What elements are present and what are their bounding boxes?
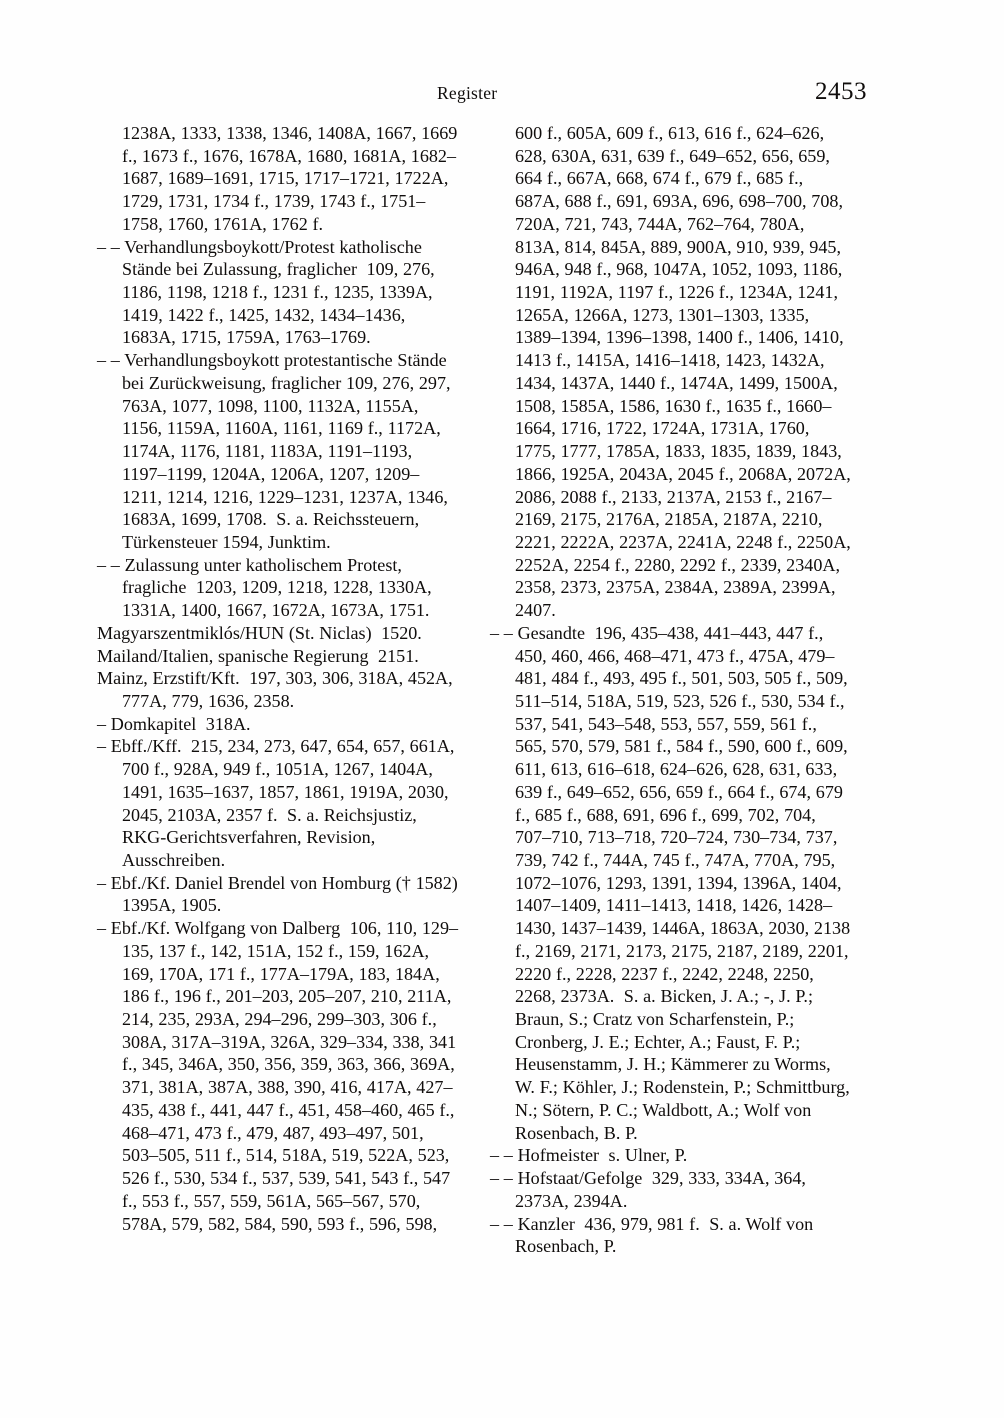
entry-level-marker: – [97,872,111,893]
index-entry [97,667,459,712]
index-entry [97,735,459,871]
entry-text: Ebff./Kff. 215, 234, 273, 647, 654, 657, 661A, 700 f., 928A, 949 f., 1051A, 1267, 1404A, 1491, 1635–1637, 1857, 1861, 1919A, 2030, 2045, 2103A, 2357 f. S. a. Reichsjustiz, RKG-Gerichtsverfahren, Revision, Ausschreiben. [110,736,460,870]
entry-level-marker: – [97,713,111,734]
entry-level-marker: – – [490,1145,518,1166]
index-column-right [490,122,856,1258]
running-head-title: Register [437,83,498,103]
entry-text: Kanzler 436, 979, 981 f. S. a. Wolf von Rosenbach, P. [515,1213,818,1257]
index-entry [97,917,459,1235]
index-entry [490,1144,852,1167]
entry-text: Hofstaat/Gefolge 329, 333, 334A, 364, 2373A, 2394A. [515,1168,811,1211]
entry-text: Ebf./Kf. Wolfgang von Dalberg 106, 110, 129–135, 137 f., 142, 151A, 152 f., 159, 162A, 169, 170A, 171 f., 177A–179A, 183, 184A, 186 f., 196 f., 201–203, 205–207, 210, 211A, 214, 235, 293A, 294–296, 299–303, 306 f., 308A, 317A–319A, 326A, 329–334, 338, 341 f., 345, 346A, 350, 356, 359, 363, 366, 369A, 371, 381A, 387A, 388, 390, 416, 417A, 427–435, 438 f., 441, 447 f., 451, 458–460, 465 f., 468–471, 473 f., 479, 487, 493–497, 501, 503–505, 511 f., 514, 518A, 519, 522A, 523, 526 f., 530, 534 f., 537, 539, 541, 543 f., 547 f., 553 f., 557, 559, 561A, 565–567, 570, 578A, 579, 582, 584, 590, 593 f., 596, 598, [110,918,461,1234]
index-entry [97,349,459,553]
index-entry [490,122,856,622]
entry-level-marker: – [97,918,111,939]
index-entry [97,554,459,622]
page-number: 2453 [814,78,867,105]
running-head [97,78,867,108]
index-entry [97,122,463,236]
index-entry [97,622,459,645]
entry-level-marker: – – [97,350,125,371]
entry-level-marker: – – [490,622,518,643]
entry-text: Verhandlungsboykott protestantische Stände bei Zurückweisung, fraglicher 109, 276, 297, 763A, 1077, 1098, 1100, 1132A, 1155A, 1156, 1159A, 1160A, 1161, 1169 f., 1172A, 1174A, 1176, 1181, 1183A, 1191–1193, 1197–1199, 1204A, 1206A, 1207, 1209–1211, 1214, 1216, 1229–1231, 1237A, 1346, 1683A, 1699, 1708. S. a. Reichssteuern, Türkensteuer 1594, Junktim. [122,350,456,552]
entry-text: 1238A, 1333, 1338, 1346, 1408A, 1667, 1669 f., 1673 f., 1676, 1678A, 1680, 1681A, 1682–1687, 1689–1691, 1715, 1717–1721, 1722A, 1729, 1731, 1734 f., 1739, 1743 f., 1751–1758, 1760, 1761A, 1762 f. [122,123,463,234]
index-entry [490,1213,852,1258]
entry-text: Mainz, Erzstift/Kft. 197, 303, 306, 318A, 452A, 777A, 779, 1636, 2358. [97,668,458,711]
entry-text: Hofmeister s. Ulner, P. [517,1145,688,1166]
entry-text: Domkapitel 318A. [110,713,251,734]
entry-level-marker: – [97,736,111,757]
entry-text: Gesandte 196, 435–438, 441–443, 447 f., 450, 460, 466, 468–471, 473 f., 475A, 479–481, 484 f., 493, 495 f., 501, 503, 505 f., 509, 511–514, 518A, 519, 523, 526 f., 530, 534 f., 537, 541, 543–548, 553, 557, 559, 561 f., 565, 570, 579, 581 f., 584 f., 590, 600 f., 609, 611, 613, 616–618, 624–626, 628, 631, 633, 639 f., 649–652, 656, 659 f., 664 f., 674, 679 f., 685 f., 688, 691, 696 f., 699, 702, 704, 707–710, 713–718, 720–724, 730–734, 737, 739, 742 f., 744A, 745 f., 747A, 770A, 795, 1072–1076, 1293, 1391, 1394, 1396A, 1404, 1407–1409, 1411–1413, 1418, 1426, 1428–1430, 1437–1439, 1446A, 1863A, 2030, 2138 f., 2169, 2171, 2173, 2175, 2187, 2189, 2201, 2220 f., 2228, 2237 f., 2242, 2248, 2250, 2268, 2373A. S. a. Bicken, J. A.; -, J. P.; Braun, S.; Cratz von Scharfenstein, P.; Cronberg, J. E.; Echter, A.; Faust, F. P.; Heusenstamm, J. H.; Kämmerer zu Worms, W. F.; Köhler, J.; Rodenstein, P.; Schmittburg, N.; Sötern, P. C.; Waldbott, A.; Wolf von Rosenbach, B. P. [515,622,855,1143]
entry-level-marker: – – [490,1213,518,1234]
entry-text: Magyarszentmiklós/HUN (St. Niclas) 1520. [97,622,422,643]
entry-text: Verhandlungsboykott/Protest katholische Stände bei Zulassung, fraglicher 109, 276, 1186, 1198, 1218 f., 1231 f., 1235, 1339A, 1419, 1422 f., 1425, 1432, 1434–1436, 1683A, 1715, 1759A, 1763–1769. [122,236,440,348]
index-entry [97,645,459,668]
entry-level-marker: – – [97,236,125,257]
index-entry [97,713,459,736]
entry-level-marker: – – [490,1168,518,1189]
entry-level-marker: – – [97,554,125,575]
entry-text: Ebf./Kf. Daniel Brendel von Homburg († 1582) 1395A, 1905. [110,872,468,916]
index-column-left [97,122,468,1235]
index-entry [97,872,468,917]
entry-text: Mailand/Italien, spanische Regierung 2151. [97,645,419,666]
index-entry [97,236,459,350]
index-entry [490,1167,852,1212]
entry-text: Zulassung unter katholischem Protest, fragliche 1203, 1209, 1218, 1228, 1330A, 1331A, 1400, 1667, 1672A, 1673A, 1751. [122,554,437,621]
index-entry [490,622,855,1145]
entry-text: 600 f., 605A, 609 f., 613, 616 f., 624–626, 628, 630A, 631, 639 f., 649–652, 656, 659, 664 f., 667A, 668, 674 f., 679 f., 685 f., 687A, 688 f., 691, 693A, 696, 698–700, 708, 720A, 721, 743, 744A, 762–764, 780A, 813A, 814, 845A, 889, 900A, 910, 939, 945, 946A, 948 f., 968, 1047A, 1052, 1093, 1186, 1191, 1192A, 1197 f., 1226 f., 1234A, 1241, 1265A, 1266A, 1273, 1301–1303, 1335, 1389–1394, 1396–1398, 1400 f., 1406, 1410, 1413 f., 1415A, 1416–1418, 1423, 1432A, 1434, 1437A, 1440 f., 1474A, 1499, 1500A, 1508, 1585A, 1586, 1630 f., 1635 f., 1660–1664, 1716, 1722, 1724A, 1731A, 1760, 1775, 1777, 1785A, 1833, 1835, 1839, 1843, 1866, 1925A, 2043A, 2045 f., 2068A, 2072A, 2086, 2088 f., 2133, 2137A, 2153 f., 2167–2169, 2175, 2176A, 2185A, 2187A, 2210, 2221, 2222A, 2237A, 2241A, 2248 f., 2250A, 2252A, 2254 f., 2280, 2292 f., 2339, 2340A, 2358, 2373, 2375A, 2384A, 2389A, 2399A, 2407. [515,123,856,621]
